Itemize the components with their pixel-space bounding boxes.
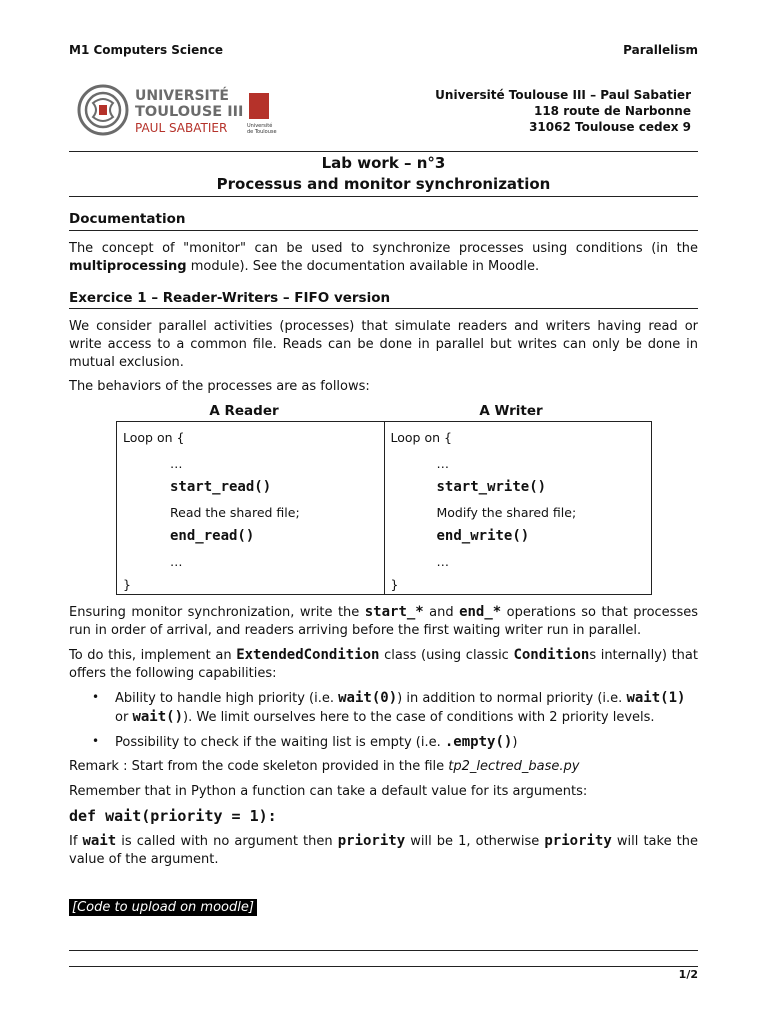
writer-close: } [390, 577, 399, 592]
lab-title: Lab work – n°3 [321, 154, 446, 172]
bullet-dot: • [92, 734, 100, 748]
writer-start-write: start_write() [436, 479, 547, 495]
logo-line3: PAUL SABATIER [135, 121, 228, 135]
upload-note: [Code to upload on moodle] [69, 899, 257, 916]
wait-signature-code: def wait(priority = 1): [69, 807, 277, 825]
reader-end-read: end_read() [170, 528, 255, 544]
address-line2: 118 route de Narbonne [533, 104, 691, 118]
reader-close: } [123, 577, 131, 592]
title-bottom-rule [69, 196, 698, 197]
documentation-rule [69, 230, 698, 231]
logo-small1: Université [247, 123, 273, 129]
header-subject: Parallelism [623, 43, 698, 57]
address-line3: 31062 Toulouse cedex 9 [529, 120, 691, 134]
university-address [435, 87, 691, 135]
bullet-empty: Possibility to check if the waiting list is empty (i.e. .empty()) [115, 734, 518, 750]
reader-cell [117, 422, 385, 595]
remember-paragraph: Remember that in Python a function can take a default value for its arguments: [69, 784, 588, 799]
exercise1-rule [69, 308, 698, 309]
reader-start-read: start_read() [170, 479, 272, 495]
remark-paragraph: Remark : Start from the code skeleton provided in the file tp2_lectred_base.py [69, 759, 580, 774]
logo-small2: de Toulouse [247, 129, 277, 135]
reader-action: Read the shared file; [170, 505, 300, 520]
exercise1-heading: Exercice 1 – Reader-Writers – FIFO version [69, 290, 391, 306]
ifwait-paragraph: If wait is called with no argument then priority will be 1, otherwise priority will take the value of the argument. [69, 833, 698, 867]
todo-paragraph: To do this, implement an ExtendedCondition class (using classic Conditions internally) that offers the following capabilities: [69, 647, 698, 681]
university-logo-graphic [77, 83, 277, 137]
reader-loop: Loop on { [123, 430, 185, 445]
bullet-dot: • [92, 690, 100, 704]
bullet-priority: Ability to handle high priority (i.e. wait(0)) in addition to normal priority (i.e. wait(1) or wait()). We limit ourselves here to the case of conditions with 2 priority levels. [115, 690, 686, 725]
page-number: 1/2 [678, 968, 698, 981]
writer-end-write: end_write() [436, 528, 530, 544]
writer-cell [384, 422, 652, 595]
documentation-heading: Documentation [69, 211, 186, 227]
address-line1: Université Toulouse III – Paul Sabatier [435, 88, 691, 102]
reader-writer-table [116, 421, 652, 595]
reader-column-title: A Reader [209, 403, 279, 419]
writer-column-title: A Writer [479, 403, 543, 419]
logo-line2: TOULOUSE III [135, 104, 244, 120]
reader-dots2: … [170, 554, 183, 569]
exercise1-behaviors: The behaviors of the processes are as follows: [69, 379, 370, 394]
writer-action: Modify the shared file; [436, 505, 577, 520]
writer-loop: Loop on { [390, 430, 452, 445]
writer-dots2: … [436, 554, 449, 569]
reader-dots1: … [170, 456, 183, 471]
ensure-paragraph: Ensuring monitor synchronization, write the start_* and end_* operations so that processes run in order of arrival, and readers arriving before the first waiting writer run in parallel. [69, 604, 698, 638]
documentation-text: The concept of "monitor" can be used to synchronize processes using conditions (in the multiprocessing module). See the documentation available in Moodle. [69, 241, 698, 274]
exercise1-intro: We consider parallel activities (processes) that simulate readers and writers having read or write access to a common file. Reads can be done in parallel but writes can only be done in mutual exclusion. [69, 319, 698, 370]
writer-dots1: … [436, 456, 449, 471]
header-course: M1 Computers Science [69, 43, 224, 57]
footer-rule-upper [69, 950, 698, 951]
footer-rule-lower [69, 966, 698, 967]
university-logo [77, 83, 277, 137]
title-top-rule [69, 151, 698, 152]
logo-line1: UNIVERSITÉ [135, 88, 229, 104]
lab-subtitle: Processus and monitor synchronization [216, 175, 551, 193]
